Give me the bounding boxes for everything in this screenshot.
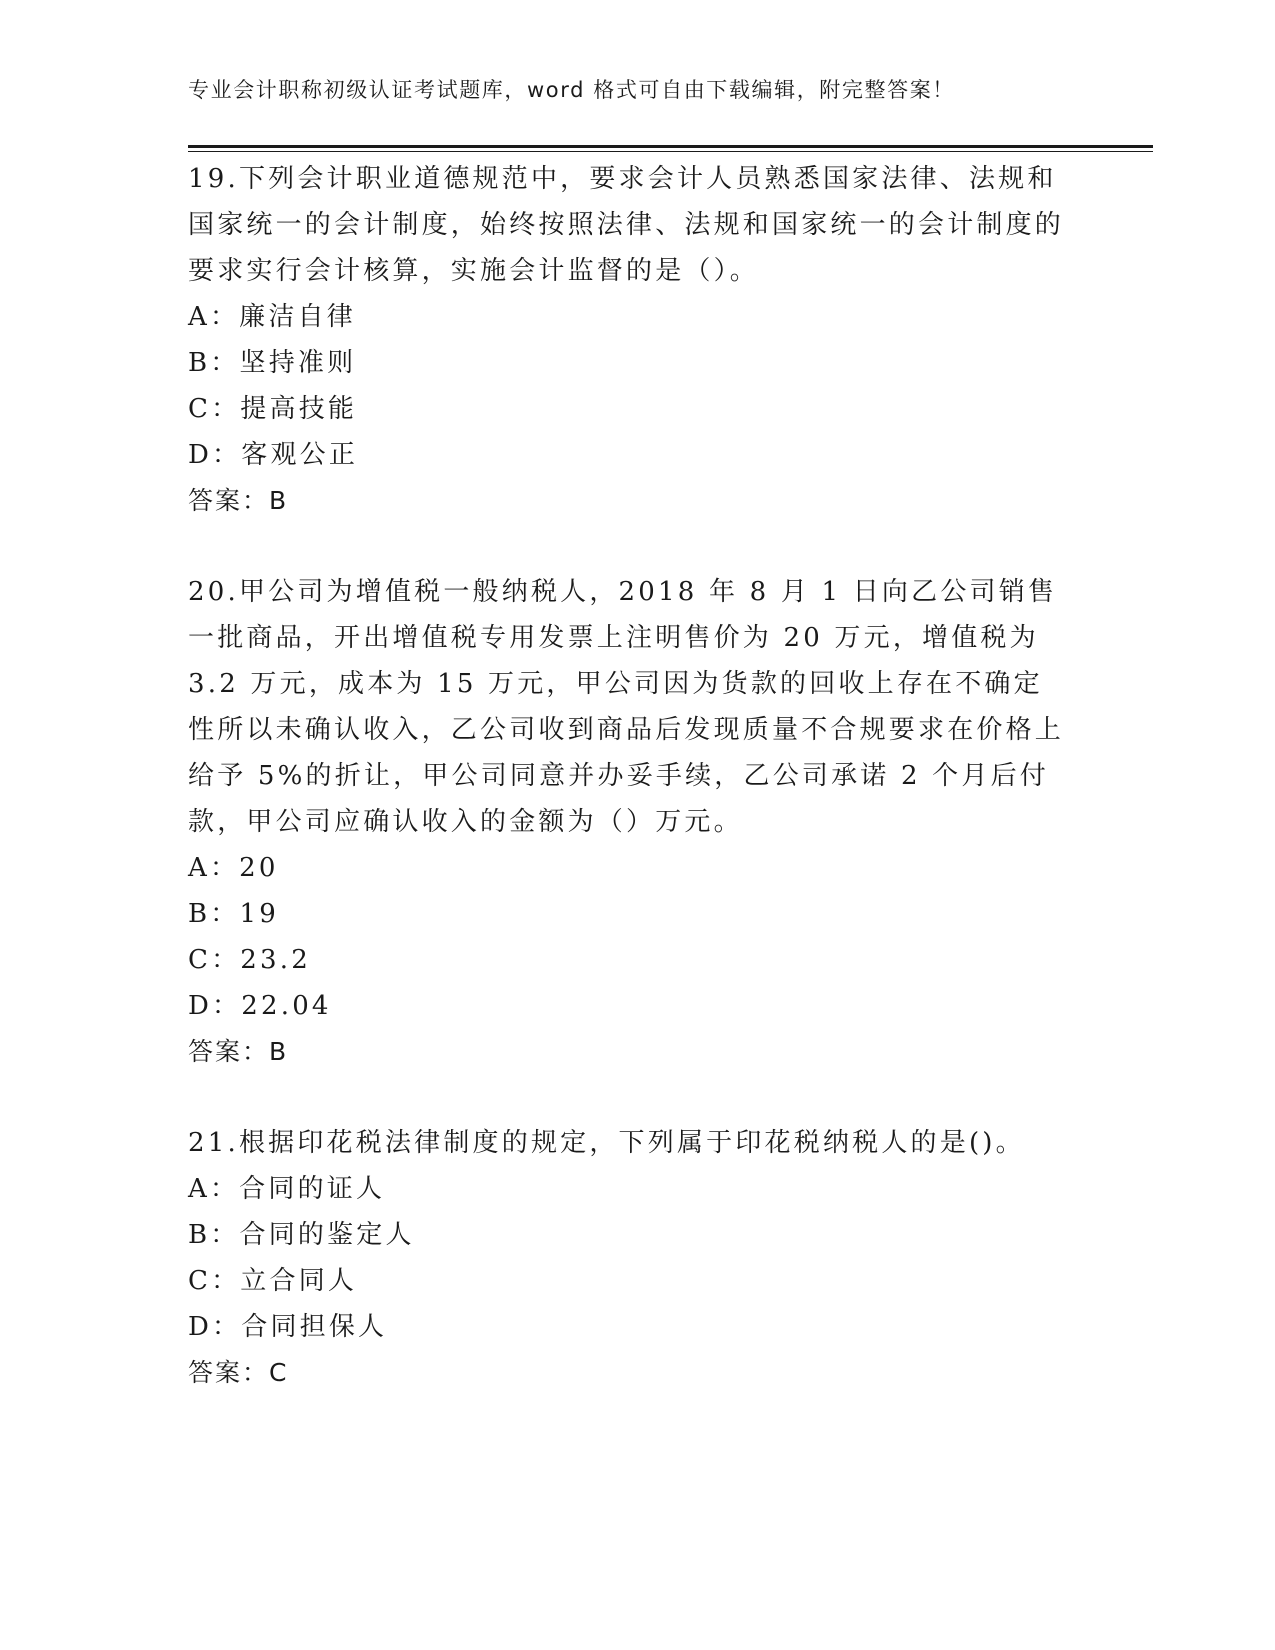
option-b: B：合同的鉴定人 — [188, 1220, 415, 1250]
option-c: C：提高技能 — [188, 394, 358, 424]
question-spacer — [188, 1075, 1088, 1120]
header-divider — [188, 145, 1153, 148]
option-d: D：22.04 — [188, 991, 332, 1021]
option-a: A：合同的证人 — [188, 1174, 386, 1204]
question-21 — [188, 1120, 1088, 1396]
answer-line: 答案：B — [188, 1037, 289, 1066]
question-spacer — [188, 524, 1088, 569]
option-d: D：合同担保人 — [188, 1312, 388, 1342]
question-20 — [188, 569, 1088, 1075]
option-d: D：客观公正 — [188, 440, 359, 470]
option-c: C：立合同人 — [188, 1266, 358, 1296]
answer-line: 答案：C — [188, 1358, 289, 1387]
option-b: B：坚持准则 — [188, 348, 357, 378]
question-stem: 21.根据印花税法律制度的规定，下列属于印花税纳税人的是()。 — [188, 1128, 1025, 1158]
option-a: A：20 — [188, 853, 279, 883]
option-c: C：23.2 — [188, 945, 311, 975]
option-b: B：19 — [188, 899, 279, 929]
question-19 — [188, 156, 1088, 524]
question-stem: 20.甲公司为增值税一般纳税人，2018 年 8 月 1 日向乙公司销售一批商品，开出增值税专用发票上注明售价为 20 万元，增值税为 3.2 万元，成本为 15 万元，甲公司因为货款的回收上存在不确定性所以未确认收入，乙公司收到商品后发现质量不合规要求在价格上给予 5%的折让，甲公司同意并办妥手续，乙公司承诺 2 个月后付款，甲公司应确认收入的金额为（）万元。 — [188, 577, 1065, 837]
option-a: A：廉洁自律 — [188, 302, 356, 332]
question-stem: 19.下列会计职业道德规范中，要求会计人员熟悉国家法律、法规和国家统一的会计制度，始终按照法律、法规和国家统一的会计制度的要求实行会计核算，实施会计监督的是（）。 — [188, 164, 1065, 286]
page-header: 专业会计职称初级认证考试题库，word 格式可自由下载编辑，附完整答案！ — [188, 78, 955, 102]
question-list — [188, 156, 1088, 1396]
answer-line: 答案：B — [188, 486, 289, 515]
